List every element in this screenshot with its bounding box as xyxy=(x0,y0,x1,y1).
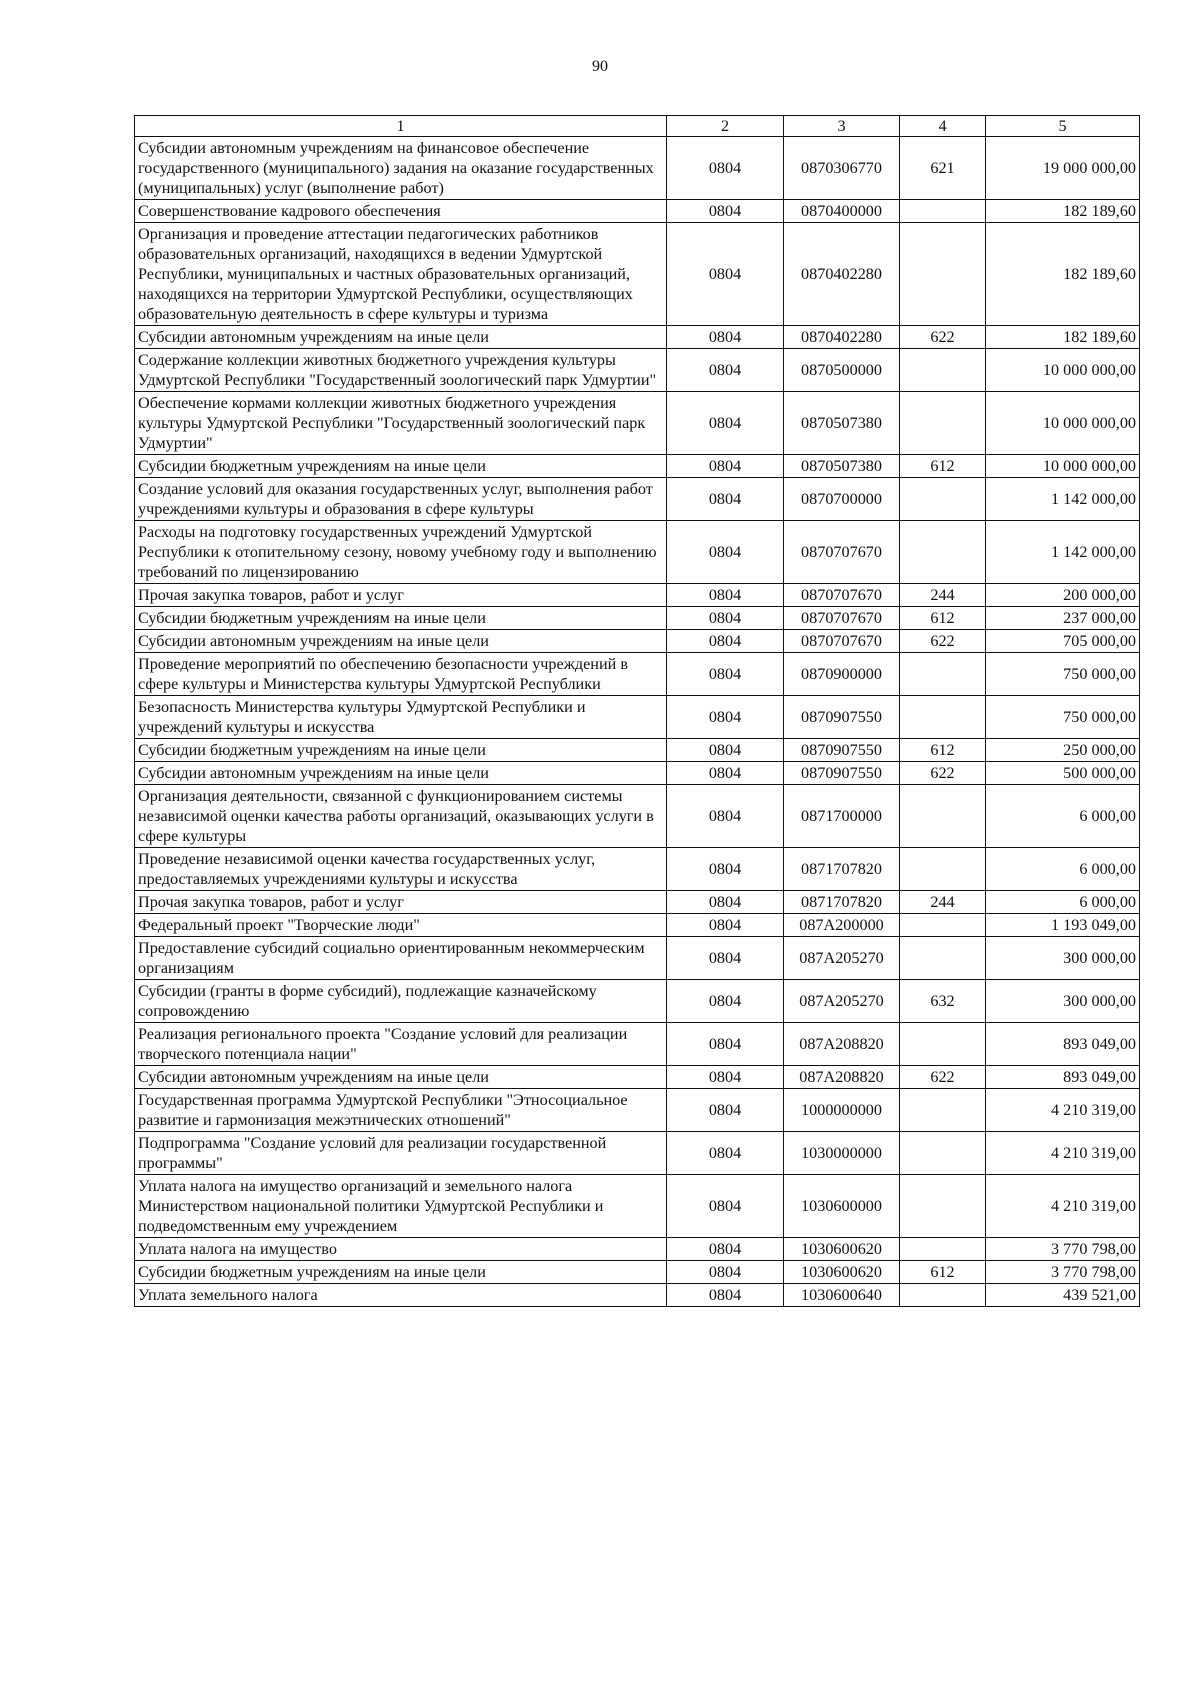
amount-cell: 1 193 049,00 xyxy=(986,914,1140,937)
target-article-cell: 1000000000 xyxy=(784,1089,900,1132)
section-code-cell: 0804 xyxy=(667,1175,784,1238)
expense-type-cell xyxy=(900,1284,986,1307)
table-row xyxy=(135,762,1140,785)
expense-type-cell: 622 xyxy=(900,762,986,785)
expense-name-cell: Субсидии автономным учреждениям на иные цели xyxy=(135,762,667,785)
section-code-cell: 0804 xyxy=(667,630,784,653)
expense-type-cell xyxy=(900,349,986,392)
expense-type-cell xyxy=(900,696,986,739)
target-article-cell: 0870507380 xyxy=(784,455,900,478)
section-code-cell: 0804 xyxy=(667,762,784,785)
header-cell: 2 xyxy=(667,116,784,137)
expense-type-cell xyxy=(900,914,986,937)
header-cell: 5 xyxy=(986,116,1140,137)
target-article-cell: 0870400000 xyxy=(784,200,900,223)
target-article-cell: 0870907550 xyxy=(784,739,900,762)
expense-name-cell: Содержание коллекции животных бюджетного учреждения культуры Удмуртской Республики "Государственный зоологический парк Удмуртии" xyxy=(135,349,667,392)
expense-name-cell: Безопасность Министерства культуры Удмуртской Республики и учреждений культуры и искусства xyxy=(135,696,667,739)
table-row xyxy=(135,521,1140,584)
expense-name-cell: Субсидии бюджетным учреждениям на иные цели xyxy=(135,739,667,762)
section-code-cell: 0804 xyxy=(667,1284,784,1307)
expense-type-cell: 622 xyxy=(900,326,986,349)
table-row xyxy=(135,785,1140,848)
amount-cell: 3 770 798,00 xyxy=(986,1238,1140,1261)
target-article-cell: 0870707670 xyxy=(784,630,900,653)
target-article-cell: 0871707820 xyxy=(784,891,900,914)
amount-cell: 4 210 319,00 xyxy=(986,1089,1140,1132)
amount-cell: 6 000,00 xyxy=(986,848,1140,891)
expense-name-cell: Проведение мероприятий по обеспечению безопасности учреждений в сфере культуры и Министерства культуры Удмуртской Республики xyxy=(135,653,667,696)
header-cell: 1 xyxy=(135,116,667,137)
expense-type-cell: 612 xyxy=(900,1261,986,1284)
table-row xyxy=(135,1284,1140,1307)
table-row xyxy=(135,891,1140,914)
table-row xyxy=(135,848,1140,891)
target-article-cell: 0870707670 xyxy=(784,521,900,584)
expense-name-cell: Уплата налога на имущество xyxy=(135,1238,667,1261)
section-code-cell: 0804 xyxy=(667,607,784,630)
expense-type-cell xyxy=(900,1023,986,1066)
expense-type-cell xyxy=(900,848,986,891)
amount-cell: 3 770 798,00 xyxy=(986,1261,1140,1284)
table-row xyxy=(135,696,1140,739)
expense-type-cell: 612 xyxy=(900,455,986,478)
target-article-cell: 0870907550 xyxy=(784,696,900,739)
amount-cell: 4 210 319,00 xyxy=(986,1175,1140,1238)
table-row xyxy=(135,584,1140,607)
target-article-cell: 0870907550 xyxy=(784,762,900,785)
amount-cell: 6 000,00 xyxy=(986,891,1140,914)
expense-type-cell xyxy=(900,785,986,848)
amount-cell: 182 189,60 xyxy=(986,326,1140,349)
expense-type-cell xyxy=(900,937,986,980)
table-row xyxy=(135,349,1140,392)
table-row xyxy=(135,200,1140,223)
table-row xyxy=(135,1238,1140,1261)
amount-cell: 19 000 000,00 xyxy=(986,137,1140,200)
expense-name-cell: Уплата налога на имущество организаций и земельного налога Министерством национальной политики Удмуртской Республики и подведомственным ему учреждением xyxy=(135,1175,667,1238)
expense-name-cell: Организация деятельности, связанной с функционированием системы независимой оценки качества работы организаций, оказывающих услуги в сфере культуры xyxy=(135,785,667,848)
target-article-cell: 0870507380 xyxy=(784,392,900,455)
section-code-cell: 0804 xyxy=(667,1089,784,1132)
expense-type-cell xyxy=(900,478,986,521)
expense-type-cell xyxy=(900,200,986,223)
expense-type-cell: 612 xyxy=(900,739,986,762)
expense-type-cell: 612 xyxy=(900,607,986,630)
table-row xyxy=(135,1023,1140,1066)
target-article-cell: 0871700000 xyxy=(784,785,900,848)
expense-name-cell: Прочая закупка товаров, работ и услуг xyxy=(135,891,667,914)
section-code-cell: 0804 xyxy=(667,891,784,914)
section-code-cell: 0804 xyxy=(667,349,784,392)
target-article-cell: 0870402280 xyxy=(784,223,900,326)
section-code-cell: 0804 xyxy=(667,326,784,349)
amount-cell: 10 000 000,00 xyxy=(986,392,1140,455)
amount-cell: 250 000,00 xyxy=(986,739,1140,762)
section-code-cell: 0804 xyxy=(667,739,784,762)
amount-cell: 1 142 000,00 xyxy=(986,521,1140,584)
table-row xyxy=(135,607,1140,630)
expense-type-cell: 622 xyxy=(900,630,986,653)
expense-type-cell: 244 xyxy=(900,584,986,607)
expense-name-cell: Субсидии (гранты в форме субсидий), подлежащие казначейскому сопровождению xyxy=(135,980,667,1023)
expense-name-cell: Субсидии бюджетным учреждениям на иные цели xyxy=(135,607,667,630)
expense-type-cell: 621 xyxy=(900,137,986,200)
budget-table xyxy=(134,115,1140,1307)
section-code-cell: 0804 xyxy=(667,584,784,607)
section-code-cell: 0804 xyxy=(667,980,784,1023)
target-article-cell: 0870500000 xyxy=(784,349,900,392)
expense-name-cell: Совершенствование кадрового обеспечения xyxy=(135,200,667,223)
expense-type-cell: 632 xyxy=(900,980,986,1023)
target-article-cell: 0870306770 xyxy=(784,137,900,200)
target-article-cell: 087A205270 xyxy=(784,937,900,980)
table-row xyxy=(135,914,1140,937)
section-code-cell: 0804 xyxy=(667,1132,784,1175)
amount-cell: 200 000,00 xyxy=(986,584,1140,607)
amount-cell: 10 000 000,00 xyxy=(986,455,1140,478)
table-row xyxy=(135,1261,1140,1284)
expense-name-cell: Федеральный проект "Творческие люди" xyxy=(135,914,667,937)
page-number: 90 xyxy=(592,58,608,75)
expense-name-cell: Субсидии автономным учреждениям на финансовое обеспечение государственного (муниципального) задания на оказание государственных (муниципальных) услуг (выполнение работ) xyxy=(135,137,667,200)
expense-name-cell: Уплата земельного налога xyxy=(135,1284,667,1307)
target-article-cell: 087A208820 xyxy=(784,1066,900,1089)
section-code-cell: 0804 xyxy=(667,455,784,478)
target-article-cell: 087A205270 xyxy=(784,980,900,1023)
section-code-cell: 0804 xyxy=(667,914,784,937)
section-code-cell: 0804 xyxy=(667,521,784,584)
table-row xyxy=(135,1066,1140,1089)
expense-name-cell: Реализация регионального проекта "Создание условий для реализации творческого потенциала нации" xyxy=(135,1023,667,1066)
amount-cell: 705 000,00 xyxy=(986,630,1140,653)
target-article-cell: 0870900000 xyxy=(784,653,900,696)
table-row xyxy=(135,739,1140,762)
expense-type-cell xyxy=(900,1089,986,1132)
target-article-cell: 1030600620 xyxy=(784,1238,900,1261)
amount-cell: 237 000,00 xyxy=(986,607,1140,630)
expense-name-cell: Субсидии автономным учреждениям на иные цели xyxy=(135,1066,667,1089)
table-row xyxy=(135,223,1140,326)
amount-cell: 10 000 000,00 xyxy=(986,349,1140,392)
amount-cell: 500 000,00 xyxy=(986,762,1140,785)
section-code-cell: 0804 xyxy=(667,1066,784,1089)
header-row xyxy=(135,116,1140,137)
target-article-cell: 087A200000 xyxy=(784,914,900,937)
section-code-cell: 0804 xyxy=(667,785,784,848)
target-article-cell: 1030600640 xyxy=(784,1284,900,1307)
target-article-cell: 1030600000 xyxy=(784,1175,900,1238)
expense-type-cell xyxy=(900,653,986,696)
amount-cell: 4 210 319,00 xyxy=(986,1132,1140,1175)
expense-name-cell: Субсидии автономным учреждениям на иные цели xyxy=(135,326,667,349)
amount-cell: 750 000,00 xyxy=(986,653,1140,696)
section-code-cell: 0804 xyxy=(667,937,784,980)
amount-cell: 439 521,00 xyxy=(986,1284,1140,1307)
target-article-cell: 1030600620 xyxy=(784,1261,900,1284)
expense-type-cell xyxy=(900,223,986,326)
expense-type-cell xyxy=(900,1238,986,1261)
header-cell: 3 xyxy=(784,116,900,137)
amount-cell: 6 000,00 xyxy=(986,785,1140,848)
target-article-cell: 0870700000 xyxy=(784,478,900,521)
target-article-cell: 087A208820 xyxy=(784,1023,900,1066)
section-code-cell: 0804 xyxy=(667,223,784,326)
expense-name-cell: Субсидии автономным учреждениям на иные цели xyxy=(135,630,667,653)
amount-cell: 1 142 000,00 xyxy=(986,478,1140,521)
target-article-cell: 1030000000 xyxy=(784,1132,900,1175)
table-row xyxy=(135,1132,1140,1175)
amount-cell: 300 000,00 xyxy=(986,937,1140,980)
table-row xyxy=(135,392,1140,455)
section-code-cell: 0804 xyxy=(667,696,784,739)
target-article-cell: 0870402280 xyxy=(784,326,900,349)
expense-name-cell: Обеспечение кормами коллекции животных бюджетного учреждения культуры Удмуртской Республики "Государственный зоологический парк Удмуртии" xyxy=(135,392,667,455)
target-article-cell: 0870707670 xyxy=(784,607,900,630)
amount-cell: 182 189,60 xyxy=(986,200,1140,223)
section-code-cell: 0804 xyxy=(667,200,784,223)
expense-name-cell: Проведение независимой оценки качества государственных услуг, предоставляемых учреждениями культуры и искусства xyxy=(135,848,667,891)
table-row xyxy=(135,326,1140,349)
expense-name-cell: Создание условий для оказания государственных услуг, выполнения работ учреждениями культуры и образования в сфере культуры xyxy=(135,478,667,521)
amount-cell: 893 049,00 xyxy=(986,1066,1140,1089)
amount-cell: 182 189,60 xyxy=(986,223,1140,326)
table-row xyxy=(135,937,1140,980)
expense-type-cell: 244 xyxy=(900,891,986,914)
amount-cell: 893 049,00 xyxy=(986,1023,1140,1066)
table-row xyxy=(135,1089,1140,1132)
table-row xyxy=(135,1175,1140,1238)
expense-name-cell: Государственная программа Удмуртской Республики "Этносоциальное развитие и гармонизация межэтнических отношений" xyxy=(135,1089,667,1132)
expense-name-cell: Организация и проведение аттестации педагогических работников образовательных организаций, находящихся в ведении Удмуртской Республики, муниципальных и частных образовательных организаций, находящихся на территории Удмуртской Республики, осуществляющих образовательную деятельность в сфере культуры и туризма xyxy=(135,223,667,326)
section-code-cell: 0804 xyxy=(667,137,784,200)
table-body xyxy=(135,137,1140,1307)
expense-name-cell: Подпрограмма "Создание условий для реализации государственной программы" xyxy=(135,1132,667,1175)
target-article-cell: 0871707820 xyxy=(784,848,900,891)
table-row xyxy=(135,630,1140,653)
expense-name-cell: Расходы на подготовку государственных учреждений Удмуртской Республики к отопительному сезону, новому учебному году и выполнению требований по лицензированию xyxy=(135,521,667,584)
table-row xyxy=(135,653,1140,696)
table-row xyxy=(135,478,1140,521)
section-code-cell: 0804 xyxy=(667,478,784,521)
expense-type-cell: 622 xyxy=(900,1066,986,1089)
expense-name-cell: Субсидии бюджетным учреждениям на иные цели xyxy=(135,455,667,478)
expense-type-cell xyxy=(900,521,986,584)
section-code-cell: 0804 xyxy=(667,1261,784,1284)
expense-name-cell: Прочая закупка товаров, работ и услуг xyxy=(135,584,667,607)
expense-name-cell: Предоставление субсидий социально ориентированным некоммерческим организациям xyxy=(135,937,667,980)
target-article-cell: 0870707670 xyxy=(784,584,900,607)
section-code-cell: 0804 xyxy=(667,392,784,455)
expense-name-cell: Субсидии бюджетным учреждениям на иные цели xyxy=(135,1261,667,1284)
expense-type-cell xyxy=(900,1132,986,1175)
table-row xyxy=(135,980,1140,1023)
expense-type-cell xyxy=(900,392,986,455)
amount-cell: 300 000,00 xyxy=(986,980,1140,1023)
expense-type-cell xyxy=(900,1175,986,1238)
section-code-cell: 0804 xyxy=(667,1023,784,1066)
section-code-cell: 0804 xyxy=(667,1238,784,1261)
section-code-cell: 0804 xyxy=(667,848,784,891)
header-cell: 4 xyxy=(900,116,986,137)
amount-cell: 750 000,00 xyxy=(986,696,1140,739)
section-code-cell: 0804 xyxy=(667,653,784,696)
table-row xyxy=(135,137,1140,200)
table-row xyxy=(135,455,1140,478)
